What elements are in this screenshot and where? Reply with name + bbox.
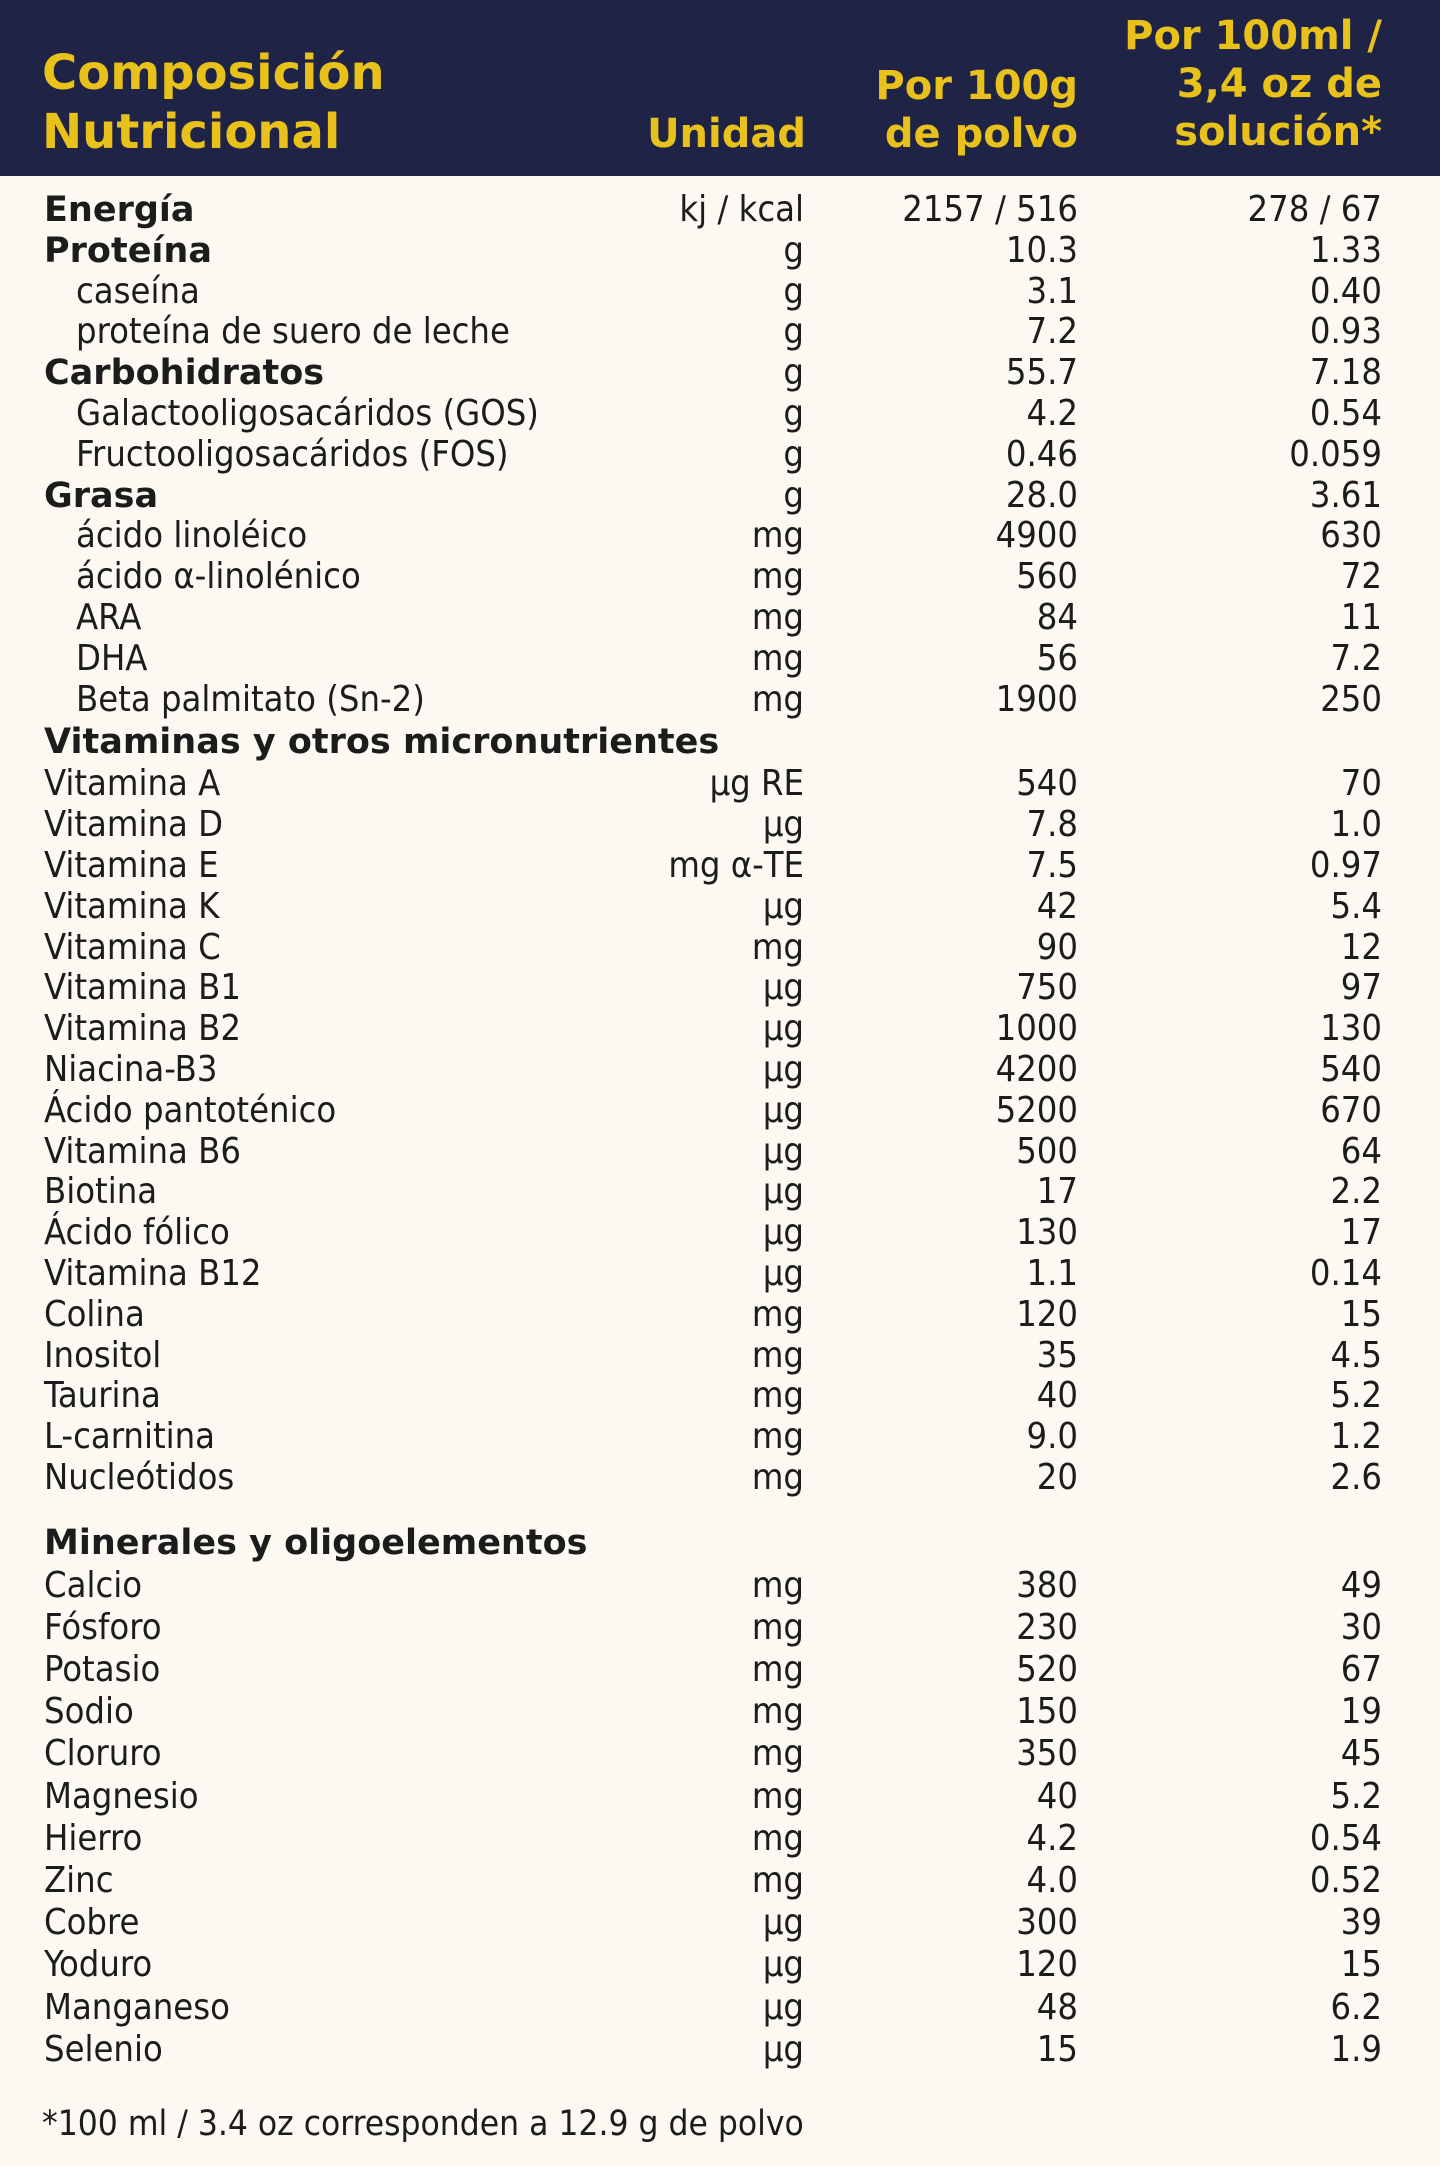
table-row [0, 312, 1440, 353]
per-100ml-line-3: solución* [1174, 109, 1382, 155]
value-per-100ml: 0.54 [1309, 1817, 1382, 1859]
value-per-100g: 1.1 [1026, 1252, 1078, 1294]
nutrient-name: Ácido fólico [44, 1212, 230, 1254]
vitamins-section [0, 764, 1440, 1498]
per-100g-line-1: Por 100g [875, 63, 1078, 109]
nutrient-name: Vitamina K [44, 885, 220, 927]
table-row [0, 272, 1440, 313]
value-per-100g: 5200 [995, 1089, 1078, 1131]
value-per-100ml: 2.2 [1330, 1171, 1382, 1213]
nutrient-unit: mg [751, 515, 804, 557]
nutrient-unit: µg [762, 1008, 804, 1050]
value-per-100ml: 5.4 [1330, 885, 1382, 927]
nutrient-unit: mg [751, 1606, 804, 1648]
nutrient-name: caseína [76, 270, 200, 312]
nutrient-unit: mg [751, 1691, 804, 1733]
table-row [0, 231, 1440, 272]
value-per-100g: 120 [1016, 1293, 1078, 1335]
per-100ml-line-2: 3,4 oz de [1176, 61, 1382, 107]
column-header-per-100ml [1124, 12, 1382, 156]
value-per-100ml: 0.059 [1289, 433, 1382, 475]
table-row [0, 928, 1440, 969]
table-row [0, 2029, 1440, 2071]
nutrient-name: Manganeso [44, 1986, 230, 2028]
table-row [0, 1213, 1440, 1254]
table-row [0, 1132, 1440, 1173]
nutrient-name: ácido linoléico [76, 515, 308, 557]
per-100ml-line-1: Por 100ml / [1124, 13, 1382, 59]
nutrient-name: Inositol [44, 1334, 162, 1376]
value-per-100g: 40 [1036, 1375, 1078, 1417]
value-per-100g: 7.2 [1026, 311, 1078, 353]
table-row [0, 516, 1440, 557]
per-100g-line-2: de polvo [884, 111, 1078, 157]
value-per-100ml: 3.61 [1309, 474, 1382, 516]
vitamins-section-title: Vitaminas y otros micronutrientes [44, 722, 720, 763]
value-per-100ml: 11 [1340, 596, 1382, 638]
nutrient-name: Vitamina B6 [44, 1130, 241, 1172]
table-row [0, 1776, 1440, 1818]
value-per-100ml: 0.52 [1309, 1860, 1382, 1902]
table-row [0, 190, 1440, 231]
nutrient-unit: µg [762, 804, 804, 846]
value-per-100ml: 15 [1340, 1293, 1382, 1335]
nutrient-name: Vitamina A [44, 763, 221, 805]
nutrient-name: Vitamina B12 [44, 1252, 262, 1294]
table-row [0, 1458, 1440, 1499]
value-per-100g: 380 [1016, 1564, 1078, 1606]
table-row [0, 1565, 1440, 1607]
nutrient-name: Proteína [44, 230, 212, 271]
nutrient-name: Taurina [44, 1375, 161, 1417]
nutrient-name: Zinc [44, 1860, 114, 1902]
nutrient-name: Ácido pantoténico [44, 1089, 337, 1131]
nutrient-name: Colina [44, 1293, 145, 1335]
table-row [0, 1091, 1440, 1132]
nutrient-name: ácido α-linolénico [76, 556, 361, 598]
nutrient-unit: mg [751, 1775, 804, 1817]
value-per-100g: 7.5 [1026, 844, 1078, 886]
nutrient-name: Calcio [44, 1564, 143, 1606]
nutrient-unit: kj / kcal [679, 189, 804, 230]
value-per-100g: 150 [1016, 1691, 1078, 1733]
nutrient-unit: µg [762, 2028, 804, 2070]
nutrient-unit: µg RE [709, 763, 804, 805]
table-row [0, 1050, 1440, 1091]
nutrient-name: Yoduro [44, 1944, 153, 1986]
nutrient-name: Galactooligosacáridos (GOS) [76, 392, 539, 434]
nutrient-name: Grasa [44, 475, 159, 516]
value-per-100ml: 1.33 [1309, 229, 1382, 271]
value-per-100g: 230 [1016, 1606, 1078, 1648]
value-per-100g: 10.3 [1005, 229, 1078, 271]
nutrient-unit: mg [751, 596, 804, 638]
value-per-100g: 120 [1016, 1944, 1078, 1986]
nutrient-unit: g [783, 311, 804, 353]
nutrient-name: Vitamina B2 [44, 1008, 241, 1050]
nutrient-name: proteína de suero de leche [76, 311, 510, 353]
nutrient-unit: µg [762, 1944, 804, 1986]
value-per-100g: 7.8 [1026, 804, 1078, 846]
nutrient-name: Beta palmitato (Sn-2) [76, 678, 425, 720]
nutrient-unit: g [783, 229, 804, 271]
value-per-100ml: 4.5 [1330, 1334, 1382, 1376]
nutrient-unit: mg [751, 1416, 804, 1458]
nutrient-name: Vitamina C [44, 926, 221, 968]
table-title [42, 44, 385, 162]
value-per-100g: 40 [1036, 1775, 1078, 1817]
nutrient-unit: g [783, 352, 804, 394]
nutrient-name: Cloruro [44, 1733, 162, 1775]
value-per-100g: 1000 [995, 1008, 1078, 1050]
nutrient-name: Fósforo [44, 1606, 162, 1648]
value-per-100g: 42 [1036, 885, 1078, 927]
nutrition-table [0, 190, 1440, 2071]
table-row [0, 476, 1440, 517]
title-line-2: Nutricional [42, 104, 341, 160]
table-row [0, 1376, 1440, 1417]
nutrient-unit: mg [751, 1293, 804, 1335]
nutrient-name: L-carnitina [44, 1416, 216, 1458]
nutrient-name: Biotina [44, 1171, 158, 1213]
value-per-100g: 9.0 [1026, 1416, 1078, 1458]
title-line-1: Composición [42, 45, 385, 101]
nutrient-name: Cobre [44, 1902, 140, 1944]
nutrient-unit: g [783, 474, 804, 516]
nutrient-unit: mg [751, 1334, 804, 1376]
table-row [0, 1254, 1440, 1295]
value-per-100g: 20 [1036, 1456, 1078, 1498]
value-per-100g: 84 [1036, 596, 1078, 638]
value-per-100g: 28.0 [1005, 474, 1078, 516]
minerals-block [0, 1521, 1440, 2071]
value-per-100ml: 630 [1320, 515, 1382, 557]
value-per-100ml: 6.2 [1330, 1986, 1382, 2028]
table-row [0, 1987, 1440, 2029]
table-row [0, 680, 1440, 721]
nutrient-unit: mg [751, 678, 804, 720]
value-per-100g: 130 [1016, 1212, 1078, 1254]
nutrient-unit: µg [762, 1048, 804, 1090]
table-row [0, 1649, 1440, 1691]
value-per-100ml: 5.2 [1330, 1775, 1382, 1817]
nutrient-unit: g [783, 270, 804, 312]
nutrient-name: Potasio [44, 1649, 161, 1691]
nutrient-name: ARA [76, 596, 142, 638]
nutrient-unit: g [783, 433, 804, 475]
value-per-100ml: 278 / 67 [1247, 189, 1382, 230]
value-per-100ml: 0.40 [1309, 270, 1382, 312]
value-per-100ml: 7.18 [1309, 352, 1382, 394]
value-per-100ml: 19 [1340, 1691, 1382, 1733]
minerals-section [0, 1565, 1440, 2071]
value-per-100g: 350 [1016, 1733, 1078, 1775]
table-row [0, 1902, 1440, 1944]
nutrient-name: Selenio [44, 2028, 163, 2070]
table-row [0, 1009, 1440, 1050]
value-per-100g: 300 [1016, 1902, 1078, 1944]
nutrient-unit: µg [762, 1986, 804, 2028]
value-per-100g: 35 [1036, 1334, 1078, 1376]
nutrient-name: Carbohidratos [44, 353, 325, 394]
table-row [0, 846, 1440, 887]
nutrient-unit: mg α-TE [668, 844, 804, 886]
table-row [0, 1818, 1440, 1860]
table-row [0, 805, 1440, 846]
nutrient-name: Niacina-B3 [44, 1048, 218, 1090]
table-row [0, 394, 1440, 435]
value-per-100g: 4900 [995, 515, 1078, 557]
value-per-100ml: 12 [1340, 926, 1382, 968]
value-per-100g: 4.2 [1026, 392, 1078, 434]
table-row [0, 1172, 1440, 1213]
value-per-100g: 500 [1016, 1130, 1078, 1172]
table-row [0, 353, 1440, 394]
nutrient-unit: µg [762, 1089, 804, 1131]
table-row [0, 1607, 1440, 1649]
macros-section [0, 190, 1440, 720]
column-header-unit: Unidad [647, 111, 806, 157]
nutrient-unit: mg [751, 1564, 804, 1606]
value-per-100ml: 70 [1340, 763, 1382, 805]
table-row [0, 1295, 1440, 1336]
nutrient-unit: µg [762, 967, 804, 1009]
value-per-100ml: 250 [1320, 678, 1382, 720]
value-per-100g: 540 [1016, 763, 1078, 805]
nutrient-name: Hierro [44, 1817, 143, 1859]
value-per-100ml: 0.97 [1309, 844, 1382, 886]
table-row [0, 557, 1440, 598]
nutrient-unit: g [783, 392, 804, 434]
table-row [0, 435, 1440, 476]
value-per-100ml: 1.9 [1330, 2028, 1382, 2070]
value-per-100ml: 64 [1340, 1130, 1382, 1172]
value-per-100ml: 5.2 [1330, 1375, 1382, 1417]
value-per-100g: 17 [1036, 1171, 1078, 1213]
value-per-100ml: 1.2 [1330, 1416, 1382, 1458]
value-per-100g: 1900 [995, 678, 1078, 720]
value-per-100g: 520 [1016, 1649, 1078, 1691]
value-per-100g: 4.0 [1026, 1860, 1078, 1902]
value-per-100ml: 130 [1320, 1008, 1382, 1050]
table-row [0, 639, 1440, 680]
table-row [0, 764, 1440, 805]
value-per-100ml: 17 [1340, 1212, 1382, 1254]
table-row [0, 1733, 1440, 1775]
value-per-100g: 750 [1016, 967, 1078, 1009]
nutrient-unit: µg [762, 885, 804, 927]
value-per-100g: 15 [1036, 2028, 1078, 2070]
nutrient-name: Vitamina D [44, 804, 224, 846]
nutrient-name: Magnesio [44, 1775, 199, 1817]
nutrient-name: Energía [44, 190, 195, 230]
table-row [0, 968, 1440, 1009]
nutrient-unit: µg [762, 1130, 804, 1172]
nutrient-name: Vitamina B1 [44, 967, 241, 1009]
nutrient-unit: mg [751, 1817, 804, 1859]
value-per-100g: 0.46 [1005, 433, 1078, 475]
value-per-100g: 3.1 [1026, 270, 1078, 312]
nutrient-unit: mg [751, 1649, 804, 1691]
value-per-100ml: 670 [1320, 1089, 1382, 1131]
minerals-section-title: Minerales y oligoelementos [44, 1522, 588, 1563]
table-row [0, 887, 1440, 928]
value-per-100ml: 0.14 [1309, 1252, 1382, 1294]
nutrient-unit: mg [751, 637, 804, 679]
value-per-100ml: 0.93 [1309, 311, 1382, 353]
nutrient-unit: mg [751, 1860, 804, 1902]
value-per-100g: 4.2 [1026, 1817, 1078, 1859]
value-per-100ml: 1.0 [1330, 804, 1382, 846]
table-row [0, 1860, 1440, 1902]
table-row [0, 1944, 1440, 1986]
nutrient-unit: mg [751, 1375, 804, 1417]
nutrient-name: Nucleótidos [44, 1456, 235, 1498]
value-per-100g: 560 [1016, 556, 1078, 598]
value-per-100g: 2157 / 516 [902, 189, 1078, 230]
value-per-100g: 55.7 [1005, 352, 1078, 394]
nutrient-unit: mg [751, 926, 804, 968]
nutrient-name: Sodio [44, 1691, 134, 1733]
value-per-100ml: 72 [1340, 556, 1382, 598]
value-per-100g: 48 [1036, 1986, 1078, 2028]
nutrient-unit: mg [751, 1456, 804, 1498]
value-per-100ml: 67 [1340, 1649, 1382, 1691]
value-per-100ml: 30 [1340, 1606, 1382, 1648]
value-per-100ml: 49 [1340, 1564, 1382, 1606]
value-per-100ml: 7.2 [1330, 637, 1382, 679]
table-row [0, 1336, 1440, 1377]
nutrient-name: Fructooligosacáridos (FOS) [76, 433, 509, 475]
nutrient-unit: µg [762, 1171, 804, 1213]
value-per-100g: 90 [1036, 926, 1078, 968]
value-per-100ml: 2.6 [1330, 1456, 1382, 1498]
table-row [0, 1417, 1440, 1458]
value-per-100g: 56 [1036, 637, 1078, 679]
value-per-100ml: 97 [1340, 967, 1382, 1009]
nutrient-unit: µg [762, 1212, 804, 1254]
value-per-100g: 4200 [995, 1048, 1078, 1090]
footnote: *100 ml / 3.4 oz corresponden a 12.9 g de polvo [42, 2104, 804, 2144]
table-row [0, 598, 1440, 639]
nutrient-unit: mg [751, 1733, 804, 1775]
value-per-100ml: 45 [1340, 1733, 1382, 1775]
nutrient-unit: µg [762, 1252, 804, 1294]
table-row [0, 1691, 1440, 1733]
value-per-100ml: 0.54 [1309, 392, 1382, 434]
nutrient-name: Vitamina E [44, 844, 219, 886]
nutrient-unit: µg [762, 1902, 804, 1944]
value-per-100ml: 15 [1340, 1944, 1382, 1986]
value-per-100ml: 39 [1340, 1902, 1382, 1944]
nutrient-name: DHA [76, 637, 148, 679]
value-per-100ml: 540 [1320, 1048, 1382, 1090]
column-header-per-100g [875, 62, 1078, 158]
nutrient-unit: mg [751, 556, 804, 598]
table-header [0, 0, 1440, 176]
